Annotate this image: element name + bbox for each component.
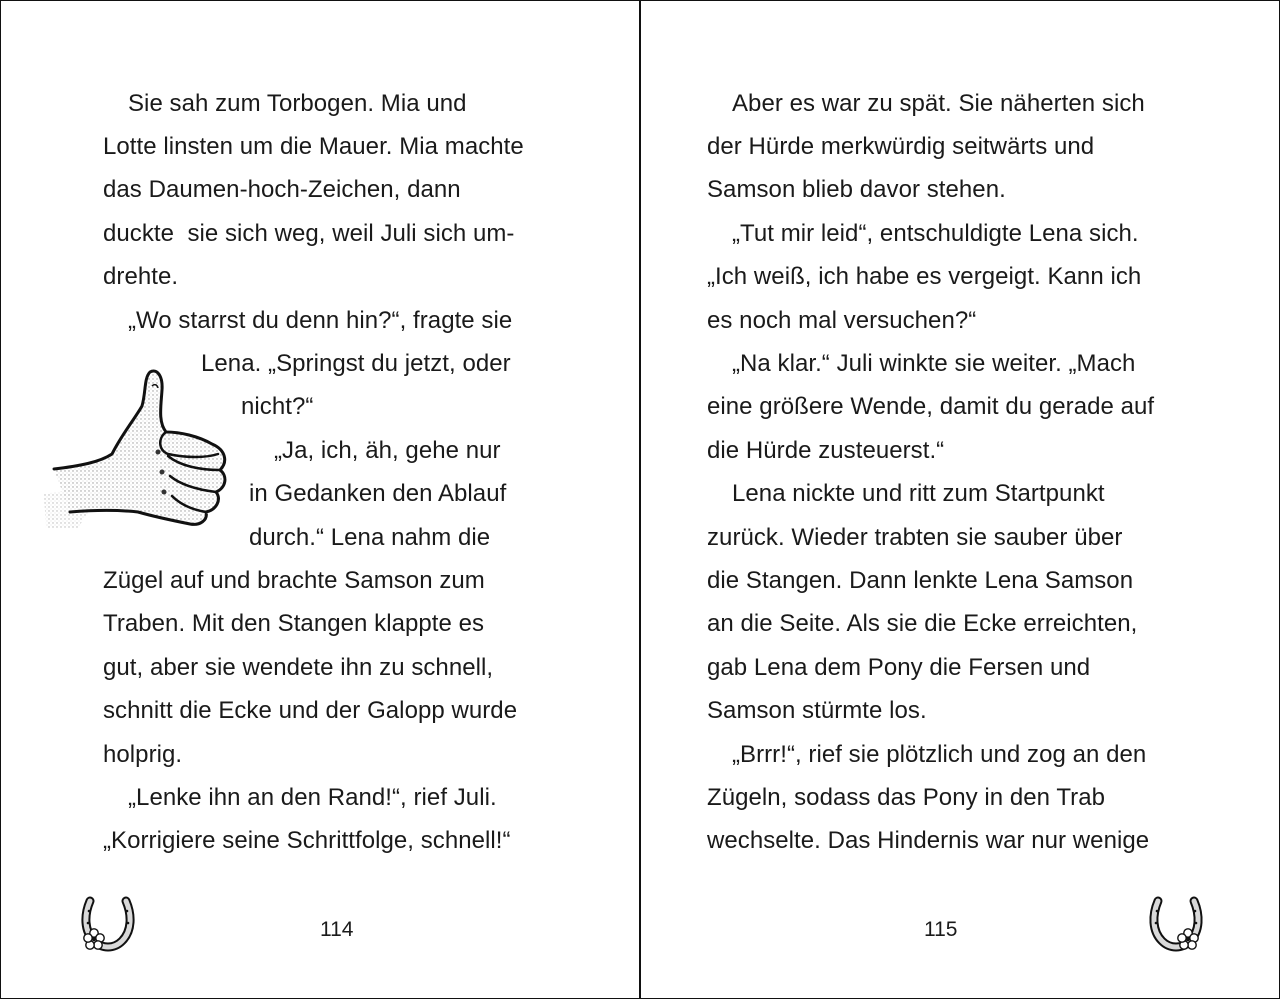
text-line: holprig. xyxy=(103,741,183,768)
text-line: Zügeln, sodass das Pony in den Trab xyxy=(707,784,1105,811)
right-page xyxy=(641,0,1280,999)
text-line: das Daumen-hoch-Zeichen, dann xyxy=(103,176,461,203)
text-line: „Tut mir leid“, entschuldigte Lena sich. xyxy=(732,220,1139,247)
text-line: Zügel auf und brachte Samson zum xyxy=(103,567,485,594)
text-line: nicht?“ xyxy=(241,393,314,420)
text-line: Samson blieb davor stehen. xyxy=(707,176,1006,203)
text-line: in Gedanken den Ablauf xyxy=(249,480,507,507)
text-line: die Stangen. Dann lenkte Lena Samson xyxy=(707,567,1134,594)
text-line: die Hürde zusteuerst.“ xyxy=(707,437,945,464)
thumbs-up-hand-icon xyxy=(40,362,235,532)
text-line: gut, aber sie wendete ihn zu schnell, xyxy=(103,654,494,681)
text-line: eine größere Wende, damit du gerade auf xyxy=(707,393,1155,420)
text-line: an die Seite. Als sie die Ecke erreichten, xyxy=(707,610,1138,637)
left-page xyxy=(0,0,639,999)
text-line: Sie sah zum Torbogen. Mia und xyxy=(128,90,467,117)
text-line: „Korrigiere seine Schrittfolge, schnell!“ xyxy=(103,827,511,854)
text-line: „Ich weiß, ich habe es vergeigt. Kann ich xyxy=(707,263,1142,290)
text-line: „Ja, ich, äh, gehe nur xyxy=(274,437,501,464)
text-line: Samson stürmte los. xyxy=(707,697,927,724)
text-line: „Wo starrst du denn hin?“, fragte sie xyxy=(128,307,513,334)
text-line: Traben. Mit den Stangen klappte es xyxy=(103,610,485,637)
page-number: 115 xyxy=(924,918,958,941)
horseshoe-flower-icon xyxy=(76,895,138,957)
text-line: zurück. Wieder trabten sie sauber über xyxy=(707,524,1123,551)
text-line: „Brrr!“, rief sie plötzlich und zog an den xyxy=(732,741,1147,768)
horseshoe-flower-icon xyxy=(1144,895,1206,957)
text-line: duckte sie sich weg, weil Juli sich um- xyxy=(103,220,515,247)
text-line: durch.“ Lena nahm die xyxy=(249,524,491,551)
text-line: drehte. xyxy=(103,263,179,290)
text-line: „Lenke ihn an den Rand!“, rief Juli. xyxy=(128,784,497,811)
text-line: gab Lena dem Pony die Fersen und xyxy=(707,654,1091,681)
text-line: Aber es war zu spät. Sie näherten sich xyxy=(732,90,1145,117)
text-line: es noch mal versuchen?“ xyxy=(707,307,977,334)
page-number: 114 xyxy=(320,918,354,941)
text-line: wechselte. Das Hindernis war nur wenige xyxy=(707,827,1150,854)
text-line: Lotte linsten um die Mauer. Mia machte xyxy=(103,133,524,160)
text-line: der Hürde merkwürdig seitwärts und xyxy=(707,133,1095,160)
text-line: „Na klar.“ Juli winkte sie weiter. „Mach xyxy=(732,350,1136,377)
text-line: schnitt die Ecke und der Galopp wurde xyxy=(103,697,518,724)
text-line: Lena. „Springst du jetzt, oder xyxy=(201,350,511,377)
text-line: Lena nickte und ritt zum Startpunkt xyxy=(732,480,1105,507)
